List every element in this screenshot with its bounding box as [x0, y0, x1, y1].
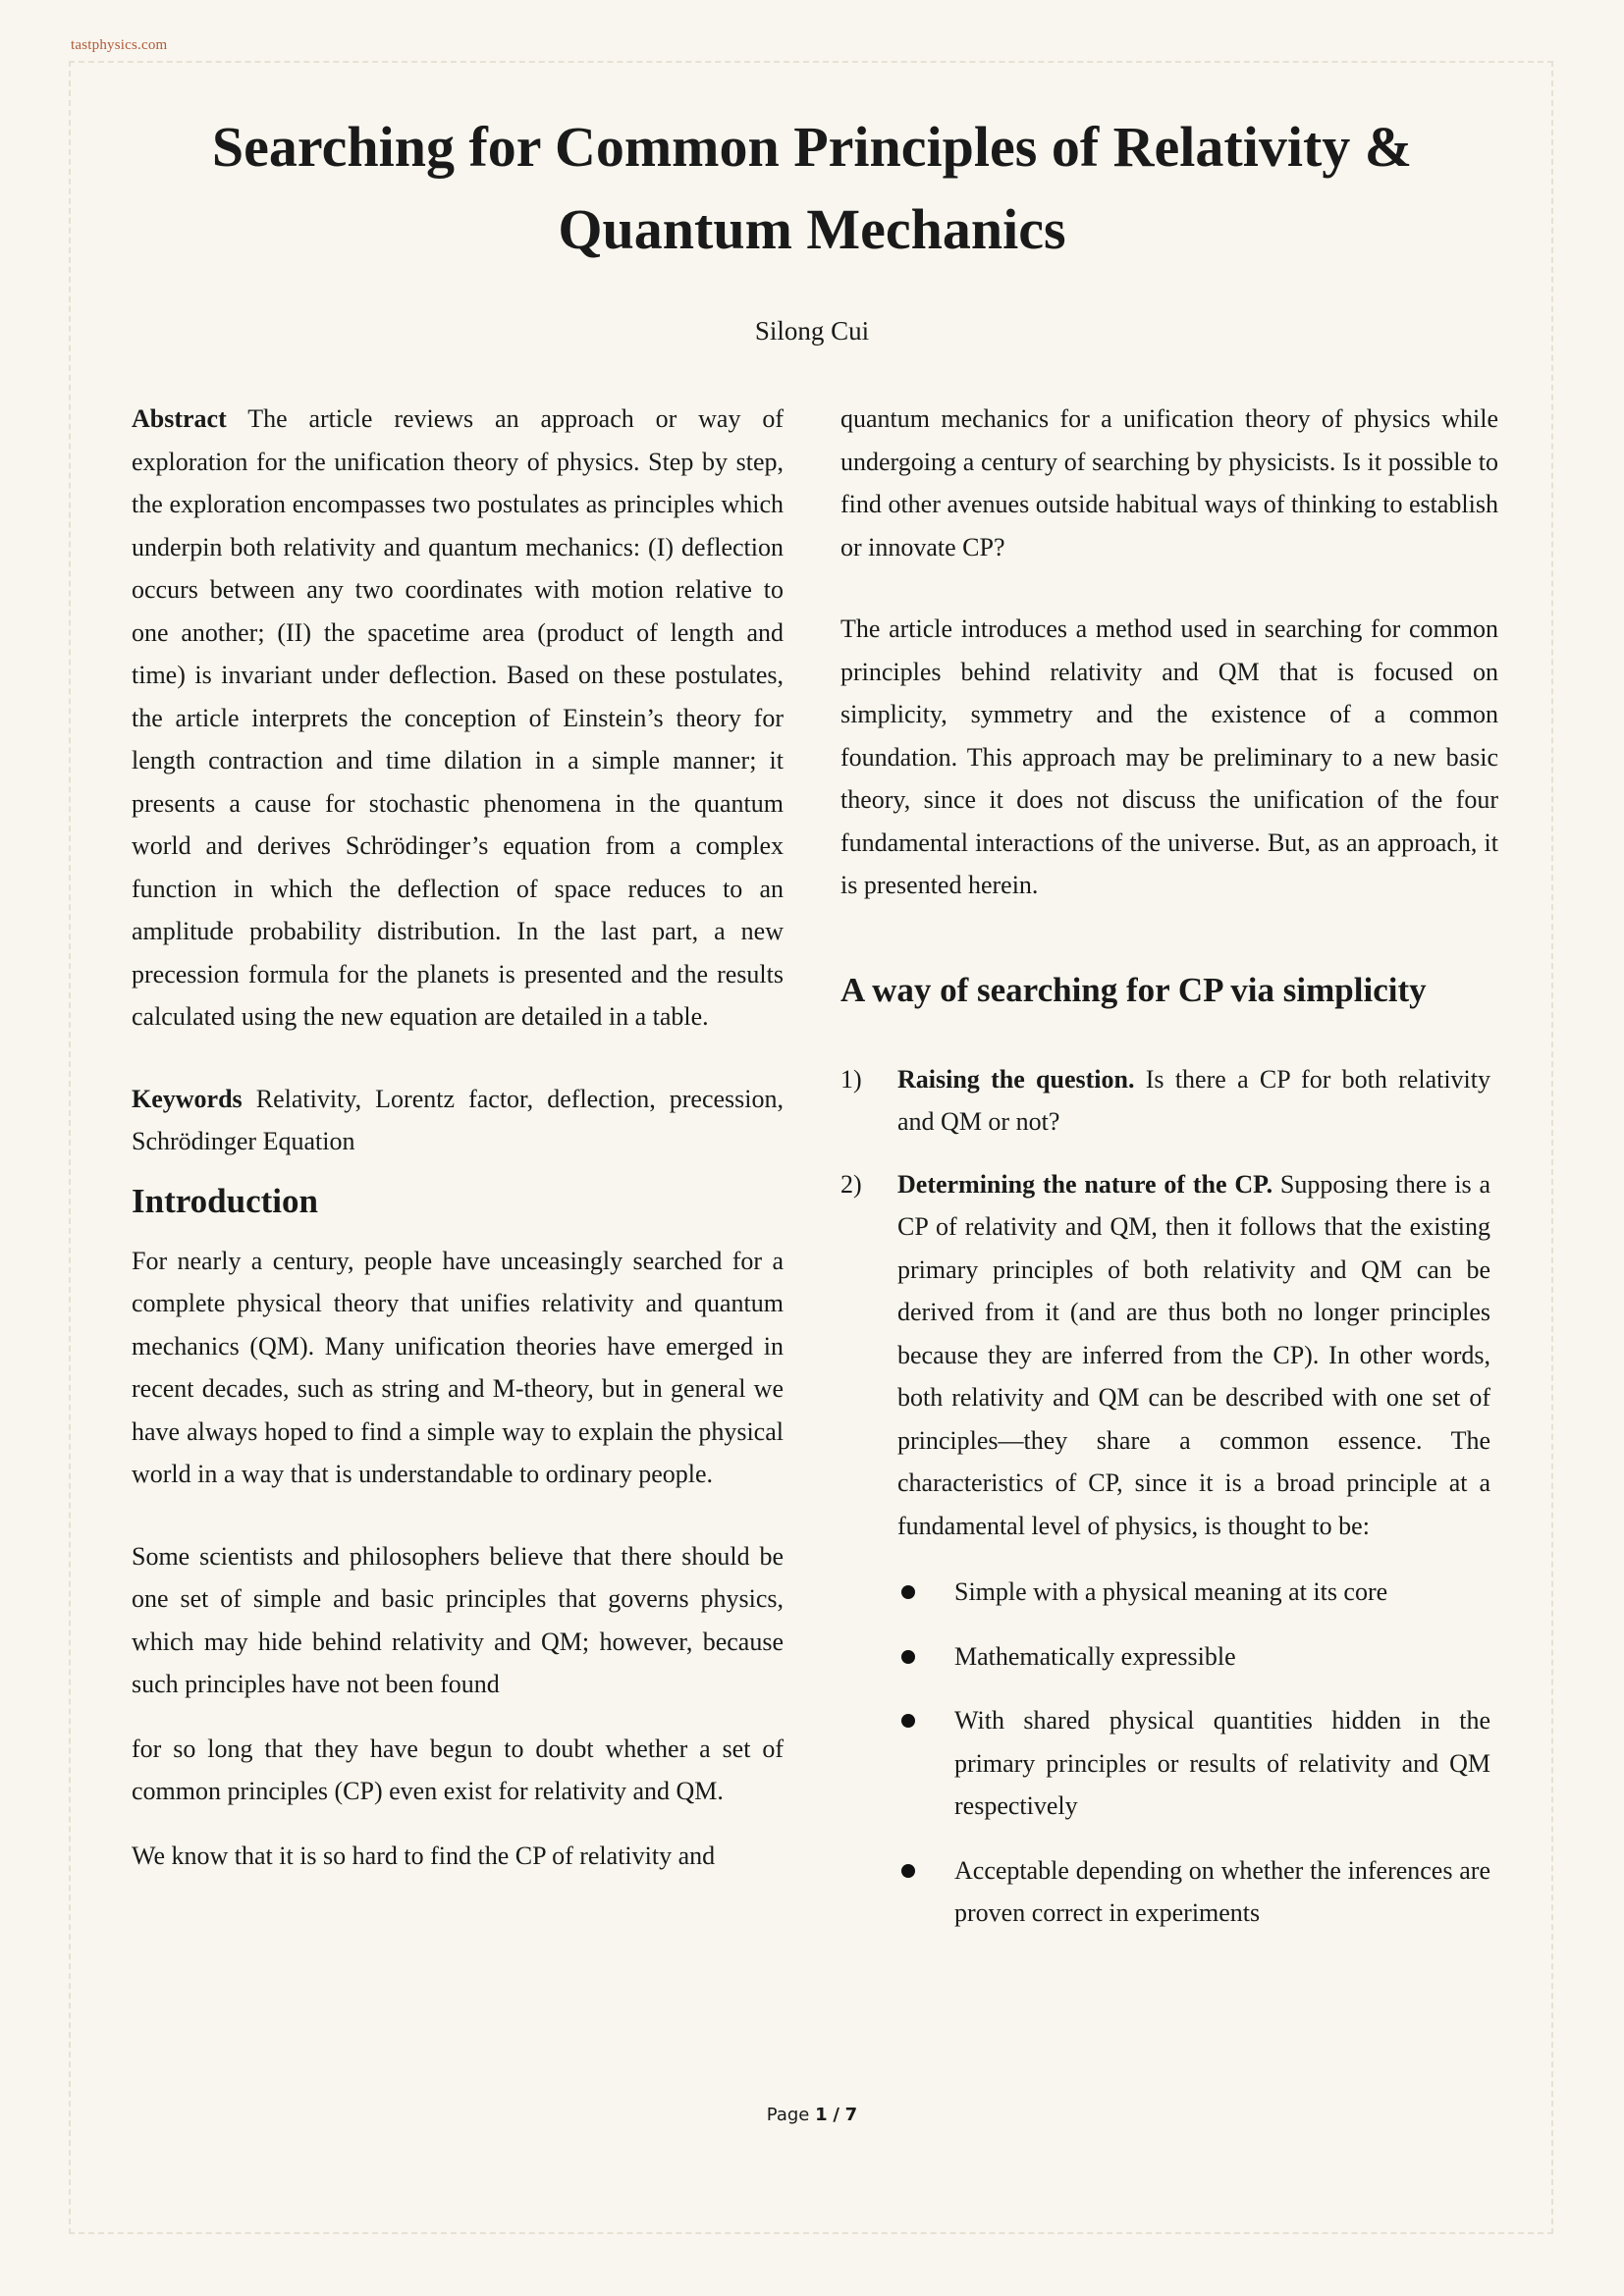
page-number: [0, 2105, 1624, 2125]
list-item: [840, 1849, 1498, 1935]
item-bold-lead: Raising the question.: [897, 1064, 1135, 1094]
numbered-item: [840, 1163, 1498, 1548]
bullet-text: Simple with a physical meaning at its core: [954, 1577, 1388, 1606]
paper-title: [118, 106, 1506, 271]
list-item: [840, 1635, 1498, 1679]
item-number: 2): [840, 1169, 862, 1199]
item-body: Is there a CP for both relativity and QM or not?: [897, 1064, 1491, 1136]
page-separator: /: [833, 2105, 839, 2125]
item-text: [897, 1163, 1498, 1548]
keywords-label: Keywords: [132, 1084, 243, 1113]
cp-section-heading: A way of searching for CP via simplicity: [840, 970, 1427, 1009]
introduction-heading: Introduction: [132, 1181, 318, 1220]
bullet-icon: [840, 1635, 897, 1679]
abstract-label: Abstract: [132, 404, 227, 433]
intro-paragraph-3: for so long that they have begun to doubt whether a set of common principles (CP) even exist for relativity and QM.: [132, 1734, 784, 1805]
cp-characteristics-list: [840, 1571, 1498, 1935]
bullet-text: Mathematically expressible: [954, 1641, 1236, 1671]
bullet-icon: [840, 1571, 897, 1614]
page-total: 7: [844, 2105, 858, 2125]
item-number: 1): [840, 1064, 862, 1094]
bullet-icon: [840, 1849, 897, 1935]
list-item: [840, 1571, 1498, 1614]
bullet-icon: [840, 1699, 897, 1828]
list-item: [840, 1699, 1498, 1828]
bullet-text: With shared physical quantities hidden in the primary principles or results of relativity and QM respectively: [954, 1706, 1490, 1820]
intro-paragraph-4: We know that it is so hard to find the CP of relativity and: [132, 1841, 716, 1870]
page-prefix: Page: [766, 2105, 810, 2125]
intro-paragraph-1: For nearly a century, people have unceasingly searched for a complete physical theory that unifies relativity and quantum mechanics (QM). Many unification theories have emerged in recent decades, such as string and M-theory, but in general we have always hoped to find a simple way to explain the physical world in a way that is understandable to ordinary people.: [132, 1246, 784, 1488]
item-body: Supposing there is a CP of relativity and QM, then it follows that the existing primary principles of both relativity and QM can be derived from it (and are thus both no longer principles because they are inferred from the CP). In other words, both relativity and QM can be described with one set of principles—they share a common essence. The characteristics of CP, since it is a broad principle at a fundamental level of physics, is thought to be:: [897, 1169, 1491, 1540]
abstract-paragraph: [132, 398, 784, 1039]
site-watermark: tastphysics.com: [71, 37, 168, 53]
abstract-text: The article reviews an approach or way of exploration for the unification theory of physics. Step by step, the exploration encompasses two postulates as principles which underpin both relativity and quantum mechanics: (I) deflection occurs between any two coordinates with motion relative to one another; (II) the spacetime area (product of length and time) is invariant under deflection. Based on these postulates, the article interprets the conception of Einstein’s theory for length contraction and time dilation in a simple manner; it presents a cause for stochastic phenomena in the quantum world and derives Schrödinger’s equation from a complex function in which the deflection of space reduces to an amplitude probability distribution. In the last part, a new precession formula for the planets is presented and the results calculated using the new equation are detailed in a table.: [132, 404, 785, 1031]
page-current: 1: [815, 2105, 828, 2125]
keywords-paragraph: [132, 1078, 784, 1163]
title-line-1: Searching for Common Principles of Relativity &: [211, 115, 1413, 179]
bullet-text: Acceptable depending on whether the inferences are proven correct in experiments: [954, 1855, 1490, 1927]
left-column: [132, 398, 784, 1877]
intro-paragraph-5: The article introduces a method used in searching for common principles behind relativity and QM that is focused on simplicity, symmetry and the existence of a common foundation. This approach may be preliminary to a new basic theory, since it does not discuss the unification of the four fundamental interactions of the universe. But, as an approach, it is presented herein.: [840, 614, 1498, 899]
right-column: [840, 398, 1498, 1956]
author-name: Silong Cui: [754, 316, 870, 346]
title-line-2: Quantum Mechanics: [558, 197, 1066, 261]
numbered-item: [840, 1058, 1498, 1144]
item-text: [897, 1058, 1498, 1144]
intro-paragraph-2: Some scientists and philosophers believe that there should be one set of simple and basic principles that governs physics, which may hide behind relativity and QM; however, because such principles have not been found: [132, 1541, 784, 1698]
keywords-text: Relativity, Lorentz factor, deflection, precession, Schrödinger Equation: [132, 1084, 784, 1155]
item-bold-lead: Determining the nature of the CP.: [897, 1169, 1273, 1199]
intro-paragraph-4-continued: quantum mechanics for a unification theory of physics while undergoing a century of searching by physicists. Is it possible to find other avenues outside habitual ways of thinking to establish or innovate CP?: [840, 404, 1498, 561]
